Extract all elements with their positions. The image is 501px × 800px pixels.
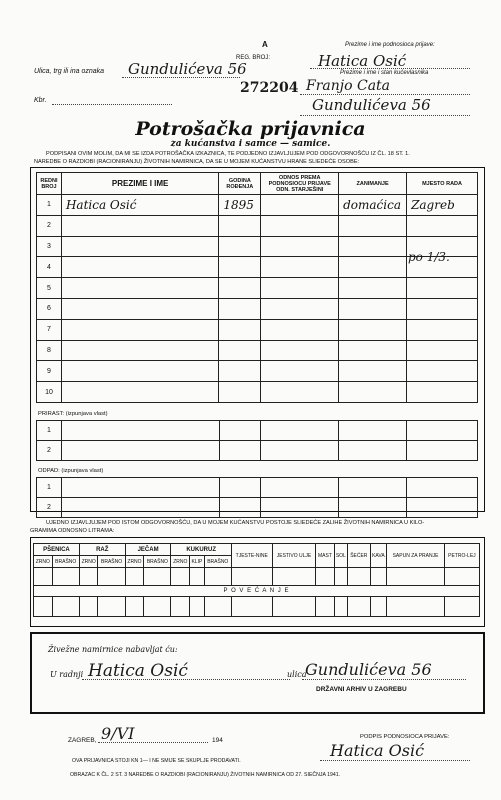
signature-line	[320, 760, 470, 761]
form-letter: A	[262, 40, 268, 49]
col-relation-header: ODNOS PREMA PODNOSIOCU PRIJAVE ODN. STARJEŠINI	[261, 173, 339, 195]
person-place-cell: Zagreb	[407, 195, 478, 216]
person-occupation-cell	[339, 319, 407, 340]
supply-value-cell	[190, 568, 205, 586]
person-name-cell	[61, 319, 218, 340]
intro-line-2: NAREDBE O RAZDIOBI (RACIONIRANJU) ŽIVOTNIH NAMIRNICA, DA SE U MOJEM KUĆANSTVU HRANE SLIEDEĆE OSOBE:	[34, 159, 360, 165]
col-year-header: GODINA ROĐENJA	[219, 173, 261, 195]
person-year-cell	[219, 319, 261, 340]
persons-table	[36, 172, 478, 403]
person-row	[37, 319, 478, 340]
person-place-cell	[407, 319, 478, 340]
prirast-row	[37, 441, 478, 461]
supply-value-cell	[316, 568, 334, 586]
person-occupation-cell	[339, 236, 407, 257]
supply-single-header: KAVA	[370, 544, 387, 568]
footer-note-2: OBRAZAC K ČL. 2 ST. 3 NAREDBE O RAZDIOBI (RACIONIRANJU) ŽIVOTNIH NAMIRNICA OD 27. SIEČNJA 1941.	[70, 772, 341, 778]
person-relation-cell	[261, 382, 339, 403]
supply-single-header: PETRO-LEJ	[444, 544, 479, 568]
odpad-label: ODPAD: (izpunjava vlast)	[38, 468, 104, 474]
odpad-cell	[61, 498, 219, 518]
supply-value-cell	[204, 568, 231, 586]
person-year-cell	[219, 278, 261, 299]
supply-value-row	[34, 568, 480, 586]
supplies-table	[33, 543, 480, 617]
supply-increase-cell	[334, 597, 348, 617]
person-name-cell	[61, 340, 218, 361]
person-occupation-cell: domaćica	[339, 195, 407, 216]
supply-increase-cell	[125, 597, 144, 617]
prirast-cell	[407, 421, 478, 441]
reg-number: 272204	[240, 80, 299, 96]
shop-label: U radnji	[50, 670, 84, 679]
landlord-address: Gundulićeva 56	[312, 96, 431, 114]
person-place-cell	[407, 298, 478, 319]
applicant-label: Prezime i ime podnosioca prijave:	[345, 42, 435, 48]
shop-line	[82, 679, 290, 680]
signature-value: Hatica Osić	[330, 741, 425, 760]
person-relation-cell	[261, 361, 339, 382]
supply-single-header: ŠEĆER	[348, 544, 370, 568]
landlord-line	[300, 94, 470, 95]
supply-group-header: KUKURUZ	[171, 544, 231, 556]
supply-value-cell	[231, 568, 272, 586]
supply-value-cell	[98, 568, 125, 586]
odpad-body	[37, 478, 478, 518]
supply-single-header: JESTIVO ULJE	[272, 544, 316, 568]
applicant-name: Hatica Osić	[318, 52, 407, 70]
person-relation-cell	[261, 298, 339, 319]
odpad-cell	[407, 498, 478, 518]
persons-body	[37, 195, 478, 403]
prirast-label: PRIRAST: (izpunjava vlast)	[38, 411, 108, 417]
odpad-table	[36, 477, 478, 518]
person-row	[37, 361, 478, 382]
person-relation-cell	[261, 257, 339, 278]
prirast-cell	[219, 421, 261, 441]
supply-value-cell	[34, 568, 53, 586]
person-place-cell	[407, 278, 478, 299]
archive-stamp: DRŽAVNI ARHIV U ZAGREBU	[316, 686, 407, 693]
odpad-cell	[219, 498, 261, 518]
supply-sub-header: ZRNO	[125, 556, 144, 568]
footer-note-1: OVA PRIJAVNICA STOJI KN 1— I NE SMIJE SE SKUPLJE PRODAVATI.	[72, 758, 241, 764]
odpad-cell	[261, 498, 339, 518]
supply-increase-cell	[370, 597, 387, 617]
supply-increase-cell	[204, 597, 231, 617]
supply-value-cell	[444, 568, 479, 586]
person-relation-cell	[261, 236, 339, 257]
person-no-cell: 4	[37, 257, 62, 278]
supply-increase-cell	[272, 597, 316, 617]
supply-value-cell	[348, 568, 370, 586]
supply-single-header: SOL	[334, 544, 348, 568]
prirast-cell	[61, 421, 219, 441]
street-line	[122, 77, 240, 78]
person-relation-cell	[261, 215, 339, 236]
col-no-header: REDNI BROJ	[37, 173, 62, 195]
form-subtitle: za kućanstva i samce — samice.	[170, 139, 331, 149]
date-value: 9/VI	[101, 724, 135, 743]
supply-increase-cell	[79, 597, 98, 617]
supply-increase-cell	[231, 597, 272, 617]
supply-value-cell	[79, 568, 98, 586]
person-occupation-cell	[339, 340, 407, 361]
person-no-cell: 3	[37, 236, 62, 257]
person-occupation-cell	[339, 382, 407, 403]
person-no-cell: 7	[37, 319, 62, 340]
supply-increase-cell	[52, 597, 79, 617]
person-relation-cell	[261, 195, 339, 216]
person-row	[37, 215, 478, 236]
prirast-cell: 2	[37, 441, 62, 461]
intro-line-1: PODPISANI OVIM MOLIM, DA MI SE IZDA POTROŠAČKA IZKAZNICA, TE PODJEDNO IZJAVLJUJEM POD ODGOVORNOŠĆU IZ ČL. 18 ST. 1.	[46, 151, 410, 157]
supply-sub-header: ZRNO	[34, 556, 53, 568]
prirast-cell	[261, 421, 339, 441]
reg-label: REG. BROJ:	[236, 55, 271, 61]
landlord-label: Prezime i ime i stan kućevlasnika	[340, 70, 429, 76]
person-no-cell: 8	[37, 340, 62, 361]
supply-sub-header: ZRNO	[171, 556, 190, 568]
person-name-cell	[61, 278, 218, 299]
person-relation-cell	[261, 319, 339, 340]
odpad-cell	[407, 478, 478, 498]
odpad-cell	[219, 478, 261, 498]
signature-label: PODPIS PODNOSIOCA PRIJAVE:	[360, 734, 450, 740]
supply-value-cell	[370, 568, 387, 586]
supply-sub-header: BRAŠNO	[98, 556, 125, 568]
person-year-cell	[219, 236, 261, 257]
col-place-header: MJESTO RADA	[407, 173, 478, 195]
person-row	[37, 298, 478, 319]
person-occupation-cell	[339, 215, 407, 236]
supply-value-cell	[272, 568, 316, 586]
person-name-cell: Hatica Osić	[61, 195, 218, 216]
person-year-cell	[219, 215, 261, 236]
person-name-cell	[61, 215, 218, 236]
prirast-cell	[339, 421, 407, 441]
prirast-cell	[339, 441, 407, 461]
supply-increase-cell	[316, 597, 334, 617]
increase-label: P O V E Ć A N J E	[34, 586, 480, 597]
person-no-cell: 10	[37, 382, 62, 403]
margin-note: po 1/3.	[408, 250, 450, 264]
person-year-cell	[219, 361, 261, 382]
odpad-cell	[339, 478, 407, 498]
kbr-label: Kbr.	[34, 97, 47, 104]
col-occupation-header: ZANIMANJE	[339, 173, 407, 195]
supply-value-cell	[334, 568, 348, 586]
kbr-line	[52, 104, 172, 105]
applicant-line	[310, 68, 470, 69]
persons-header-row	[37, 173, 478, 195]
person-row	[37, 382, 478, 403]
person-place-cell	[407, 340, 478, 361]
street-label: Ulica, trg ili ina oznaka	[34, 68, 105, 75]
supply-sub-header: BRAŠNO	[204, 556, 231, 568]
supply-increase-cell	[98, 597, 125, 617]
person-name-cell	[61, 236, 218, 257]
person-name-cell	[61, 382, 218, 403]
street-value: Gundulićeva 56	[128, 60, 247, 78]
odpad-row	[37, 498, 478, 518]
person-occupation-cell	[339, 278, 407, 299]
supply-increase-row	[34, 597, 480, 617]
supply-value-cell	[52, 568, 79, 586]
person-place-cell	[407, 382, 478, 403]
ulica-label: ulica	[287, 670, 307, 679]
place-label: ZAGREB,	[68, 737, 97, 744]
supplies-intro-1: UJEDNO IZJAVLJUJEM POD ISTOM ODGOVORNOŠĆU, DA U MOJEM KUĆANSTVU POSTOJE SLIEDEĆE ZALIHE ŽIVOTNIH NAMIRNICA U KILO-	[46, 520, 425, 526]
supply-increase-cell	[190, 597, 205, 617]
person-row	[37, 195, 478, 216]
person-year-cell: 1895	[219, 195, 261, 216]
prirast-cell: 1	[37, 421, 62, 441]
col-name-header: PREZIME I IME	[61, 173, 218, 195]
supply-single-header: MAST	[316, 544, 334, 568]
person-relation-cell	[261, 278, 339, 299]
supply-increase-cell	[171, 597, 190, 617]
person-occupation-cell	[339, 361, 407, 382]
supply-sub-header: BRAŠNO	[52, 556, 79, 568]
person-place-cell	[407, 361, 478, 382]
odpad-cell	[61, 478, 219, 498]
landlord-address-line	[300, 115, 470, 116]
supply-increase-cell	[34, 597, 53, 617]
odpad-cell	[339, 498, 407, 518]
person-year-cell	[219, 298, 261, 319]
person-occupation-cell	[339, 298, 407, 319]
person-no-cell: 9	[37, 361, 62, 382]
odpad-cell: 1	[37, 478, 62, 498]
supply-increase-cell	[348, 597, 370, 617]
person-no-cell: 6	[37, 298, 62, 319]
supply-group-row	[34, 544, 480, 556]
person-row	[37, 278, 478, 299]
year-suffix: 194	[212, 737, 223, 744]
supply-single-header: SAPUN ZA PRANJE	[387, 544, 445, 568]
person-name-cell	[61, 361, 218, 382]
date-line	[98, 742, 208, 743]
person-row	[37, 340, 478, 361]
landlord-name: Franjo Cata	[306, 78, 391, 94]
person-place-cell	[407, 215, 478, 236]
prirast-cell	[219, 441, 261, 461]
supply-sub-header: KLIP	[190, 556, 205, 568]
supply-increase-cell	[444, 597, 479, 617]
supply-increase-cell	[387, 597, 445, 617]
supply-sub-header: BRAŠNO	[144, 556, 171, 568]
supply-group-header: RAŽ	[79, 544, 125, 556]
ulica-line	[302, 679, 466, 680]
supply-sub-header: ZRNO	[79, 556, 98, 568]
prirast-table	[36, 420, 478, 461]
odpad-row	[37, 478, 478, 498]
supplies-intro-2: GRAMIMA ODNOSNO LITRAMA:	[30, 528, 115, 534]
person-year-cell	[219, 340, 261, 361]
supply-value-cell	[171, 568, 190, 586]
purchase-heading: Živežne namirnice nabavljat ću:	[48, 645, 178, 654]
person-no-cell: 5	[37, 278, 62, 299]
person-name-cell	[61, 257, 218, 278]
person-year-cell	[219, 382, 261, 403]
prirast-cell	[61, 441, 219, 461]
supply-value-cell	[387, 568, 445, 586]
supply-group-header: PŠENICA	[34, 544, 80, 556]
ulica-value: Gundulićeva 56	[305, 660, 432, 679]
person-year-cell	[219, 257, 261, 278]
person-occupation-cell	[339, 257, 407, 278]
shop-value: Hatica Osić	[88, 661, 188, 681]
person-relation-cell	[261, 340, 339, 361]
prirast-body	[37, 421, 478, 461]
person-no-cell: 2	[37, 215, 62, 236]
odpad-cell: 2	[37, 498, 62, 518]
supply-single-header: TJESTE-NINE	[231, 544, 272, 568]
supply-value-cell	[125, 568, 144, 586]
odpad-cell	[261, 478, 339, 498]
person-name-cell	[61, 298, 218, 319]
person-no-cell: 1	[37, 195, 62, 216]
supply-group-header: JEČAM	[125, 544, 171, 556]
supply-increase-cell	[144, 597, 171, 617]
form-title: Potrošačka prijavnica	[135, 118, 366, 140]
prirast-row	[37, 421, 478, 441]
supply-value-cell	[144, 568, 171, 586]
prirast-cell	[407, 441, 478, 461]
prirast-cell	[261, 441, 339, 461]
